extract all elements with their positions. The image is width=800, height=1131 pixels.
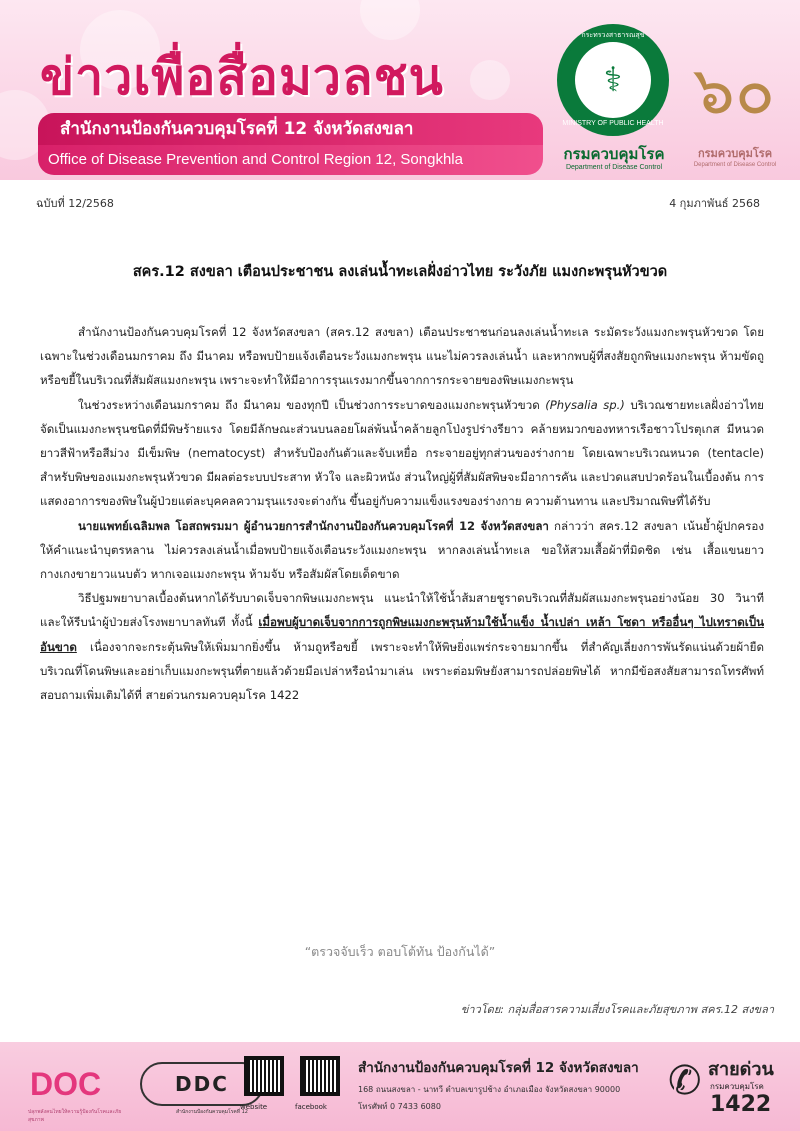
hotline-badge — [668, 1050, 780, 1122]
dept2-name-th: กรมควบคุมโรค — [697, 147, 773, 160]
slogan: “ตรวจจับเร็ว ตอบโต้ทัน ป้องกันได้” — [304, 944, 496, 959]
warning-text: เมื่อพบผู้บาดเจ็บจากการถูกพิษแมงกะพรุนห้ามใช้น้ำแข็ง น้ำเปล่า เหล้า โซดา หรืออื่นๆ ไปเทราดเป็นอันขาด — [40, 615, 764, 654]
paragraph-2-text-b: บริเวณชายทะเลฝั่งอ่าวไทย จัดเป็นแมงกะพรุนชนิดที่มีพิษร้ายแรง โดยมีลักษณะส่วนบนลอยโผล่พ้นน้ำคล้ายลูกโป่งรูปร่างรียาว คล้ายหมวกของทหารเรือชาวโปรตุเกส มีหนวดยาวสีฟ้าหรือสีม่วง มีเข็มพิษ (nematocyst) สำหรับป้องกันตัวและจับเหยื่อ กระจายอยู่ทุกส่วนของร่างกาย โดยเฉพาะบริเวณหนวด (tentacle) สำหรับพิษของแมงกะพรุนหัวขวด มีผลต่อระบบประสาท หัวใจ และผิวหนัง ส่วนใหญ่ผู้ที่สัมผัสพิษจะมีอาการคัน และปวดแสบปวดร้อนในเบื้องต้น การแสดงอาการของพิษในผู้ป่วยแต่ละบุคคลความรุนแรงจะต่างกัน ขึ้นอยู่กับความแข็งแรงของร่างกาย ความต้านทาน และปริมาณพิษที่ได้รับ — [40, 397, 764, 509]
footer-address: 168 ถนนสงขลา - นาทวี ตำบลเขารูปช้าง อำเภอเมือง จังหวัดสงขลา 90000 — [358, 1085, 621, 1094]
dept-name-en: Department of Disease Control — [565, 164, 663, 171]
facebook-qr-code-icon[interactable] — [300, 1056, 340, 1096]
paragraph-4-text-a: วิธีปฐมพยาบาลเบื้องต้นหากได้รับบาดเจ็บจากพิษแมงกะพรุน แนะนำให้ใช้น้ำส้มสายชูราดบริเวณที่สัมผัสแมงกะพรุนอย่างน้อย 30 วินาที และให้รีบนำผู้ป่วยส่งโรงพยาบาลทันที ทั้งนี้ — [40, 591, 764, 630]
species-name: (Physalia sp.) — [545, 397, 625, 412]
doc-logo-subtitle: ปลุกพลังคนไทยให้ความรู้ป้องกันโรคและภัยสุขภาพ — [28, 1109, 122, 1123]
footer-phone: โทรศัพท์ 0 7433 6080 — [358, 1102, 441, 1111]
moph-ring-bottom-text: MINISTRY OF PUBLIC HEALTH — [562, 120, 664, 127]
news-credit: ข่าวโดย: กลุ่มสื่อสารความเสี่ยงโรคและภัยสุขภาพ สคร.12 สงขลา — [460, 1003, 774, 1016]
office-name-th: สำนักงานป้องกันควบคุมโรคที่ 12 จังหวัดสงขลา — [38, 113, 543, 145]
60-years-emblem-icon: ๖๐ — [692, 51, 776, 129]
ddc-logo-subtitle: สำนักงานป้องกันควบคุมโรคที่ 12 — [176, 1109, 248, 1115]
paragraph-2 — [40, 393, 764, 514]
paragraph-2-text-a: ในช่วงระหว่างเดือนมกราคม ถึง มีนาคม ของทุกปี เป็นช่วงการระบาดของแมงกะพรุนหัวขวด — [78, 397, 546, 412]
article-text — [40, 320, 764, 707]
office-name-en: Office of Disease Prevention and Control Region 12, Songkhla — [38, 145, 543, 175]
ddc-logo: DDC — [140, 1062, 264, 1106]
decor-bubble — [470, 60, 510, 100]
doc-logo: DOC — [30, 1066, 102, 1102]
press-release-title: ข่าวเพื่อสื่อมวลชน — [40, 48, 444, 106]
issue-number: ฉบับที่ 12/2568 — [36, 197, 114, 210]
dept2-name-en: Department of Disease Control — [693, 162, 777, 168]
footer — [0, 1042, 800, 1131]
director-name: นายแพทย์เฉลิมพล โอสถพรมมา ผู้อำนวยการสำนักงานป้องกันควบคุมโรคที่ 12 จังหวัดสงขลา — [78, 518, 549, 533]
letterhead — [0, 0, 800, 180]
website-qr-label: website — [240, 1103, 268, 1111]
website-qr-code-icon[interactable] — [244, 1056, 284, 1096]
moph-emblem-center: ⚕ — [575, 42, 651, 118]
moph-emblem-icon — [557, 24, 669, 136]
hotline-number: 1422 — [710, 1092, 772, 1117]
hotline-subtitle: กรมควบคุมโรค — [710, 1082, 764, 1091]
hotline-title: สายด่วน — [708, 1059, 774, 1080]
facebook-qr-label: facebook — [295, 1103, 327, 1111]
paragraph-3 — [40, 514, 764, 587]
paragraph-3-text: กล่าวว่า สคร.12 สงขลา เน้นย้ำผู้ปกครองให้คำแนะนำบุตรหลาน ไม่ควรลงเล่นน้ำเมื่อพบป้ายแจ้งเตือนระวังแมงกะพรุน หากลงเล่นน้ำทะเล ขอให้สวมเสื้อผ้าที่มิดชิด เช่น เสื้อแขนยาว กางเกงขายาวแนบตัว หากเจอแมงกะพรุน ห้ามจับ หรือสัมผัสโดยเด็ดขาด — [40, 518, 764, 582]
headline: สคร.12 สงขลา เตือนประชาชน ลงเล่นน้ำทะเลฝั่งอ่าวไทย ระวังภัย แมงกะพรุนหัวขวด — [132, 264, 668, 280]
dept-name-th: กรมควบคุมโรค — [563, 145, 665, 163]
footer-office-name: สำนักงานป้องกันควบคุมโรคที่ 12 จังหวัดสงขลา — [358, 1060, 639, 1076]
paragraph-4 — [40, 586, 764, 707]
decor-bubble — [360, 0, 420, 40]
paragraph-1: สำนักงานป้องกันควบคุมโรคที่ 12 จังหวัดสงขลา (สคร.12 สงขลา) เตือนประชาชนก่อนลงเล่นน้ำทะเล ระมัดระวังแมงกะพรุนหัวขวด โดยเฉพาะในช่วงเดือนมกราคม ถึง มีนาคม หรือพบป้ายแจ้งเตือนระวังแมงกะพรุน แนะไม่ควรลงเล่นน้ำ และหากพบผู้ที่สงสัยถูกพิษแมงกะพรุน ห้ามขัดถูหรือขยี้ในบริเวณที่สัมผัสแมงกะพรุน เพราะจะทำให้มีอาการรุนแรงมากขึ้นจากการกระจายของพิษแมงกะพรุน — [40, 325, 764, 388]
issue-date: 4 กุมภาพันธ์ 2568 — [669, 197, 760, 210]
moph-ring-top-text: กระทรวงสาธารณสุข — [581, 32, 645, 39]
phone-icon: ✆ — [668, 1058, 702, 1104]
paragraph-4-text-b: เนื่องจากจะกระตุ้นพิษให้เพิ่มมากยิ่งขึ้น ห้ามถูหรือขยี้ เพราะจะทำให้พิษยิ่งแพร่กระจายมากขึ้น ที่สำคัญเลี่ยงการพันรัดแน่นด้วยผ้ายืด บริเวณที่โดนพิษและอย่าเก็บแมงกะพรุนที่ตายแล้วด้วยมือเปล่าหรือนำมาเล่น เพราะต่อมพิษยังสามารถปล่อยพิษได้ หากมีข้อสงสัยสามารถโทรศัพท์สอบถามเพิ่มเติมได้ที่ สายด่วนกรมควบคุมโรค 1422 — [40, 639, 764, 703]
document-body — [0, 180, 800, 1042]
